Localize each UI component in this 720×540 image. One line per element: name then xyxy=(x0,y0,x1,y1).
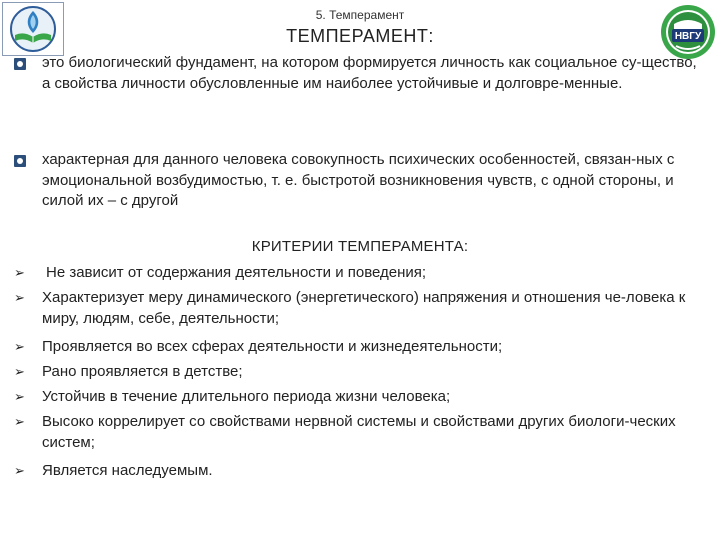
square-bullet-icon xyxy=(14,155,26,167)
criteria-item: Устойчив в течение длительного периода жизни человека; xyxy=(42,388,451,405)
criteria-item: Характеризует меру динамического (энергетического) напряжения и отношения че-ловека к миру, людям, себе, деятельности; xyxy=(42,289,686,327)
arrow-bullet-icon: ➢ xyxy=(14,290,25,305)
arrow-bullet-icon: ➢ xyxy=(14,265,25,280)
arrow-bullet-icon: ➢ xyxy=(14,364,25,379)
definition-item: это биологический фундамент, на котором формируется личность как социальное су-щество, а свойства личности обусловленные им наиболее устойчивые и долговре-менные. xyxy=(42,54,697,92)
definition-item: характерная для данного человека совокупность психических особенностей, связан-ных с эмоциональной возбудимостью, т. е. быстротой возникновения чувств, с одной стороны, и силой их – с другой xyxy=(42,151,675,209)
criteria-item: Рано проявляется в детстве; xyxy=(42,363,243,380)
slide-title: ТЕМПЕРАМЕНТ: xyxy=(286,26,434,46)
arrow-bullet-icon: ➢ xyxy=(14,389,25,404)
arrow-bullet-icon: ➢ xyxy=(14,414,25,429)
criteria-heading: КРИТЕРИИ ТЕМПЕРАМЕНТА: xyxy=(251,238,469,255)
arrow-bullet-icon: ➢ xyxy=(14,339,25,354)
criteria-item: Является наследуемым. xyxy=(42,462,213,479)
square-bullet-icon xyxy=(14,58,26,70)
logo-text: НВГУ xyxy=(674,31,702,42)
criteria-item: Высоко коррелирует со свойствами нервной системы и свойствами других биологи-ческих систем; xyxy=(42,413,676,451)
criteria-item: Проявляется во всех сферах деятельности и жизнедеятельности; xyxy=(42,338,503,355)
arrow-bullet-icon: ➢ xyxy=(14,463,25,478)
section-label: 5. Темперамент xyxy=(315,8,405,22)
criteria-item: Не зависит от содержания деятельности и поведения; xyxy=(46,264,427,281)
